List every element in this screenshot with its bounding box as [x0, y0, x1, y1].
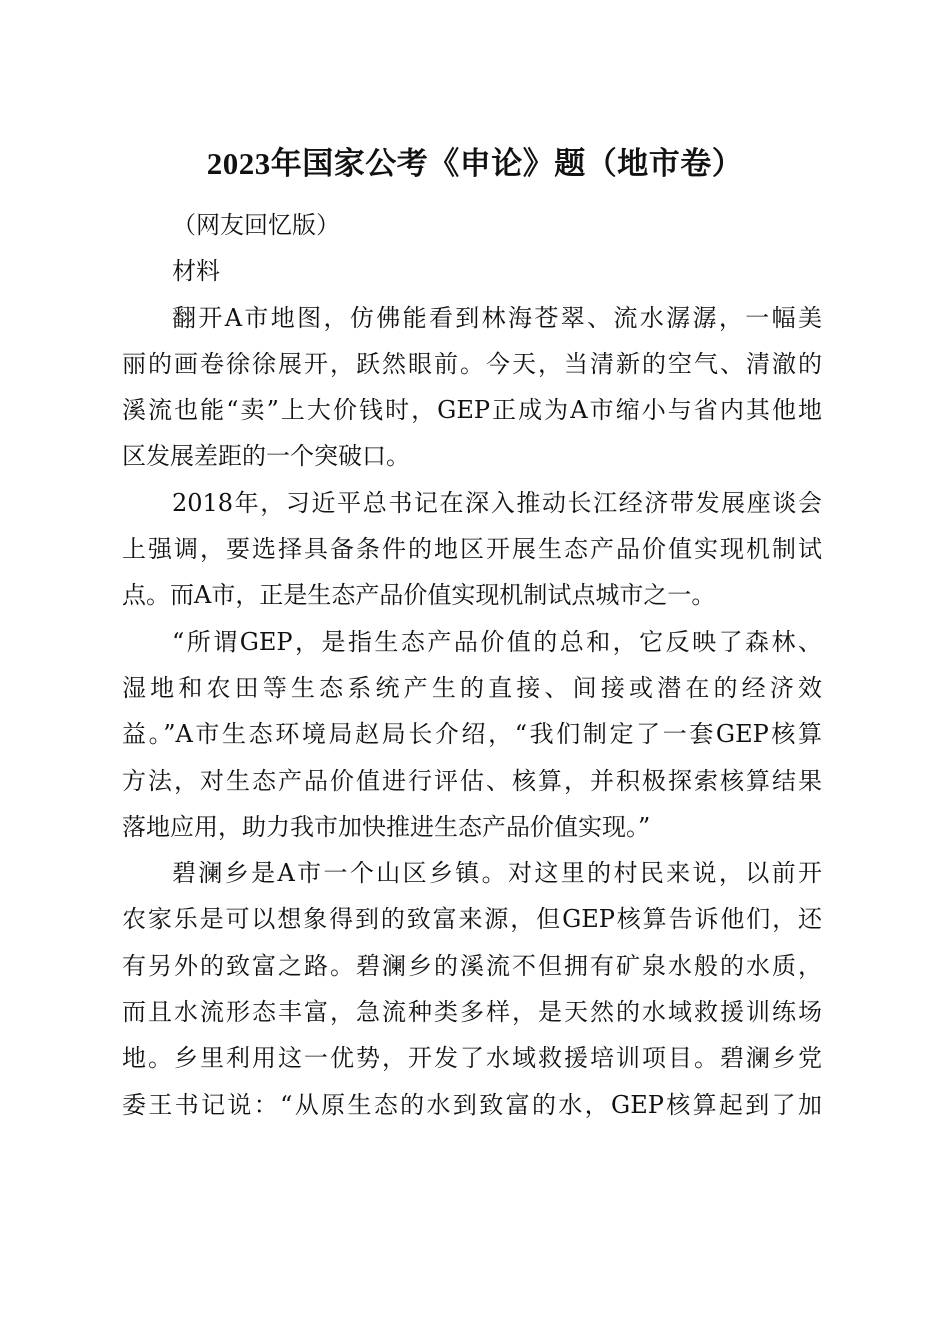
- paragraph: [122, 850, 822, 1128]
- document-body: [122, 202, 822, 1128]
- paragraph-line: 点。而A市，正是生态产品价值实现机制试点城市之一。: [122, 581, 716, 610]
- paragraph-line: 地。乡里利用这一优势，开发了水域救援培训项目。碧澜乡党: [122, 1044, 822, 1073]
- paragraph-line: 2018年，习近平总书记在深入推动长江经济带发展座谈会: [172, 488, 822, 517]
- paragraph-line: 翻开A市地图，仿佛能看到林海苍翠、流水潺潺，一幅美: [172, 303, 822, 332]
- paragraph-line: 丽的画卷徐徐展开，跃然眼前。今天，当清新的空气、清澈的: [122, 349, 822, 378]
- section-label: 材料: [172, 257, 220, 286]
- paragraph-line: 碧澜乡是A市一个山区乡镇。对这里的村民来说，以前开: [172, 859, 822, 888]
- paragraph-line: 而且水流形态丰富，急流种类多样，是天然的水域救援训练场: [122, 998, 822, 1027]
- paragraph-line: 农家乐是可以想象得到的致富来源，但GEP核算告诉他们，还: [122, 905, 822, 934]
- subtitle: （网友回忆版）: [172, 211, 340, 239]
- document-title: 2023年国家公考《申论》题（地市卷）: [206, 146, 744, 181]
- paragraph-line: 益。”A市生态环境局赵局长介绍，“我们制定了一套GEP核算: [122, 720, 822, 749]
- paragraph: [122, 619, 822, 850]
- paragraph-line: 上强调，要选择具备条件的地区开展生态产品价值实现机制试: [122, 535, 822, 564]
- paragraph-line: 落地应用，助力我市加快推进生态产品价值实现。”: [122, 812, 651, 841]
- paragraph-line: “所谓GEP，是指生态产品价值的总和，它反映了森林、: [172, 627, 822, 656]
- paragraph-line: 溪流也能“卖”上大价钱时，GEP正成为A市缩小与省内其他地: [122, 396, 822, 425]
- paragraph-line: 区发展差距的一个突破口。: [122, 442, 410, 471]
- paragraph-line: 有另外的致富之路。碧澜乡的溪流不但拥有矿泉水般的水质，: [122, 951, 822, 980]
- paragraph-line: 方法，对生态产品价值进行评估、核算，并积极探索核算结果: [122, 766, 822, 795]
- paragraph-line: 委王书记说：“从原生态的水到致富的水，GEP核算起到了加: [122, 1090, 822, 1119]
- paragraph: [122, 295, 822, 480]
- paragraph: [122, 480, 822, 619]
- paragraph-line: 湿地和农田等生态系统产生的直接、间接或潜在的经济效: [122, 673, 822, 702]
